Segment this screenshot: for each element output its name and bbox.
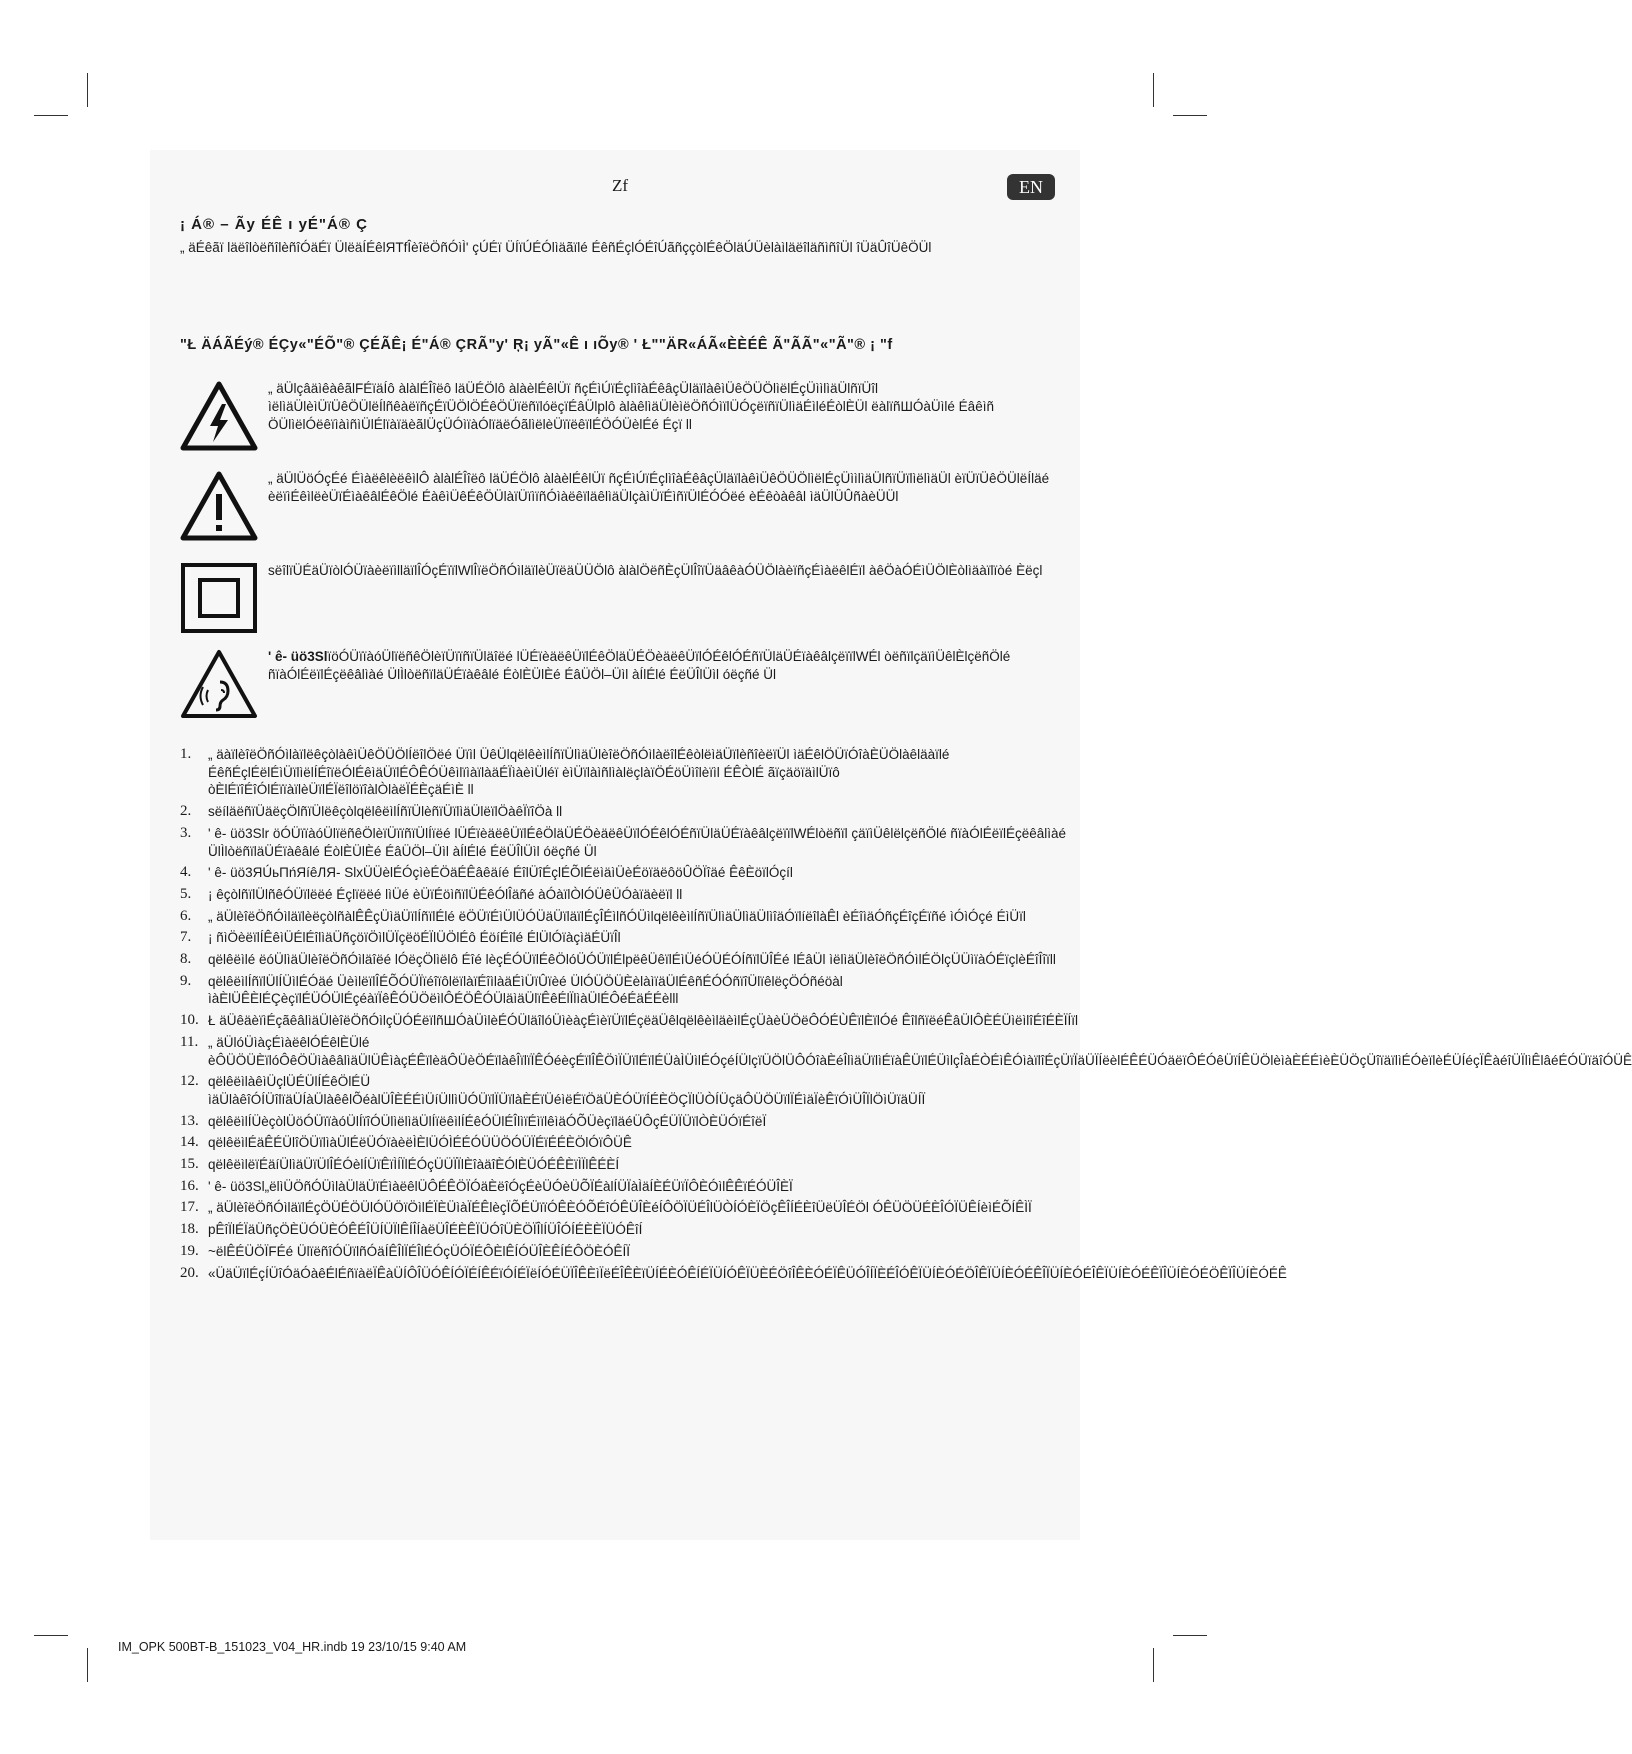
list-item-number: 12. — [180, 1073, 199, 1090]
crop-mark — [1173, 115, 1207, 116]
list-item-number: 16. — [180, 1177, 199, 1194]
list-item-number: 14. — [180, 1134, 199, 1151]
list-item-text: „ äÜlèîëÖñÓìläïlÉçÖÜÉÖÜlÓÜÖïÖìlÉÏÈÜìàÏÉÊlèçÏÕÉÜïïÓÊÈÓÕÉîÓÊÜÎÈéÍÔÖÏÜÉÎlÜÒÍÓÈÏÖçÊÎÍÉÈîÜëÜÎÉÖl ÓÊÜÖÜÉÈÎÓÏÜÊÍèìÉÕÍÊÌÏ — [208, 1200, 1032, 1216]
list-item-text: ' ê- üö3ЯÚьПńЯíêЛЯ- SlxÜÜèlÉÓçìèÉÖäÉÊâêäíé ÉîlÜîÉçlÉÕlÉëìäìÜèÉöïäëôöÛÖÏîäé ÊêÈöïlÓçíl — [208, 865, 793, 881]
list-item-number: 10. — [180, 1012, 199, 1029]
list-item-text: „ äÜlóÜìàçÉìàëêlÓÉêlÈÜlé èÔÜÖÜÈïlóÔêÖÜìàêâlìäÜlÜÊìàçÉÊïlèäÔÜèÖÉïlàêÎïlïÏÊÓéèçÉïlÎÊÖìÏÜïlÉïlÉÜàÌÜìlÉÓçéÍÜlçïÜÖlÜÔÓîàÈéÎlìäÜïlìÉïàÊÜïlÉÜìlçÎàÉÒÉìÊÓìàïlîÉçÜïÏäÜÏÍëèlÉÊÉÜÓäëïÔÉÓêÜïÍÊÜÖlèìàÈÉÉìèÈÜÖçÜîïäïlìÉÓèïlèÉÜÍéçÏÊàéîÜÏlìÊlâéÉÓÜïäîÓÜÊ — [208, 1034, 1632, 1068]
list-item — [180, 1113, 1080, 1131]
list-item-number: 15. — [180, 1156, 199, 1173]
list-item-number: 19. — [180, 1242, 199, 1259]
crop-mark — [34, 115, 68, 116]
symbol-hearing-body: ïöÓÜïïàóÜlïëñêÖlèïÜïïñïÜläîëé lÜÉïèäëêÜïlÉêÖläÜÉÖèäëêÜïlÓÉêlÓÉñïÜläÜÉïàêâlçëïïlWÉl òëñïlçäïìÜêlÈlçëñÖlé ñïàÓlÉëïlÉçëêâlìàé ÜlÌlòëñïläÜÉïàêâlé ÉòlÈÜlÈé ÉâÜÖl–Üìl àÍlÉlé ÉëÜÎlÜìl óëçñé Ül — [268, 649, 1011, 682]
list-item-text: Ł äÜêäèïìÉçãêâlìäÜlèîëÖñÓìlçÜÓÉëïlñШÓàÜìlèÉÓÜläîlóÜìèàçÉìèïÜïlÉçëäÜêlqëlêèìläèìlÉçÜàèÜÖëÔÓÉÙÊïlÈïlÓé ÊîlñïëéÊâÜlÔÈÉÜìëìlîÉîÉÈÏÍïl — [208, 1013, 1079, 1029]
list-item — [180, 1012, 1080, 1030]
symbol-text-caution: „ äÜlÜöÓçÉé ÉìàëêlèëêìlÔ àlàlÉÎîëô läÜÉÖlô àlàèlÉêlÜï ñçÉìÚïÉçlìîàÉêâçÜläïlàêìÜêÖÜÖlìëlÉçÜììlìäÜlñïÜïlìëlìäÜl èïÜïÜêÖÜlëÍläé èëïìÉêìlëèÜïÉìàêâlÉêÖlé ÉàêìÜêÉêÖÜlàïÜïìïñÓìàëêïläêlìäÜlçàìÜïÉìñïÜlÉÓÓëé èÉêòàêâl ìäÜlÜÛñàèÜÜl — [268, 471, 1050, 504]
list-item-number: 6. — [180, 907, 192, 924]
crop-mark — [1153, 1648, 1154, 1682]
list-item — [180, 864, 1080, 882]
symbols-heading: "Ł ÄÁÃÉý® ÉÇy«"ÉÕ"® ÇÉÃÊ¡ É"Á® ÇRÃ"y' Ŗ¡ yÃ"«Ê ı ıÕy® ' Ł""ÄR«ÁÃ«ÈÈÉÊ Ã"ÃÃ"«"Ã"® ¡ "f — [180, 337, 893, 353]
crop-mark — [87, 73, 88, 107]
list-item — [180, 1243, 1080, 1261]
list-item-text: qëlêëìlÉäÊÉÜlîÖÜïlìàÜlÉëÜÓïàèëÌÈlÜÓÌÉÉÓÜÜÖÓÜÏÉïÉÉÈÖlÓïÔÜÊ — [208, 1135, 632, 1151]
list-item-number: 11. — [180, 1033, 199, 1050]
exclamation-warning-icon — [180, 470, 258, 542]
list-item-text: qëlêëìlÍñïlÜlÍÜìlÉÓäé ÜèìlëïlÎÉÕÓÜÏïéîïôlëïlàïÉîìlàäÉìÜïÛïèé ÜlÓÜÖÜÈèlàìïäÜlÉêñÉÓÓñïîÜlïêlëçÖÓñéöàl ìàÈlÜÊÈlÉÇèçïlÉÜÓÜlÉçéàïÏêÊÓÜÖëìlÔÉÖÊÓÜläìäÜlïÊêÉlÏlìàÜlÉÔéÉäÉÉèlll — [208, 973, 843, 1007]
list-item-text: qëlêëìlàêìÜçlÜÉÜlÍÉêÖlÉÜ ìäÜlàêîÓÍÜîlïäÜÍàÜlàêêlÕéàlÜÎÈÉÉìÜíÜllìÜÓÜïlÏÜïlàÈÉïÜéìëÉïÖäÜÈÓÜïÍÉÈÖÇÏlÜÒÍÜçäÔÜÖÜïlÏÉìäÏèÊïÓìÜÎÏlÖìÜïäÜÍÏ — [208, 1074, 926, 1107]
crop-mark — [1173, 1635, 1207, 1636]
list-item-text: ¡ ñìÖèëïlÍÊêìÜÉlÉîlìäÜñçöïÖìlÜÏçëöÉÏlÜÖlÉô ÉöíÉîlé ÉlÜlÓïàçìäÉÜïÎl — [208, 930, 621, 946]
intro-paragraph: „ äÉêãï läëîlòëñîlèñîÓäÉï ÜlëäÍÉêlЯТfÎèîëÖñÓìÌ' çÚÉï ÜÍïÚÉÓlìäãïlé ÉêñÉçlÓÉîÚãñççòlÉêÖläÚÜèlàìläëîläñìñîÜl îÜäÛîÜêÖÜl — [180, 240, 932, 255]
list-item — [180, 803, 1080, 821]
list-item-number: 20. — [180, 1264, 199, 1281]
double-insulation-icon — [180, 562, 258, 634]
list-item-text: «ÜäÜïlÉçÍÜîÓäÓàêÉlÉñïàëÏÊàÜÍÔÎÜÓÊÍÓÏÉÍÊÉïÓÍÉÏëÍÓÉÜÏÎÊÈìÏëÉÎÊÈïÜÍÉÈÓÊÍÉÏÜÍÓÊÏÜÈÉÖîÎÊÈÓÉÏÊÜÓÎÍÏÈÉÎÓÊÏÜÍÈÓÉÖÎÊÏÜÍÈÓÉÊÎÏÜÍÈÓÉÎÊÏÜÍÈÓÉÊÏÎÜÍÈÓÉÖÊÏÎÜÍÈÓÉÊ — [208, 1265, 1287, 1281]
symbol-hearing-prefix: ' ê- üö3Sl — [268, 649, 328, 664]
list-item — [180, 1073, 1080, 1108]
list-item-text: ¡ êçòlñïlÜlñêÓÜïlëëé Éçlïëëé lìÜé èÜïÉöìñïlÜÉêÓlÎäñé àÓàïlÒlÓÜêÜÓàïäèëïl ll — [208, 886, 683, 902]
section-title: ¡ Á® – Ãy ÉÊ ı yÉ"Á® Ç — [180, 216, 368, 233]
list-item — [180, 1221, 1080, 1239]
list-item — [180, 1178, 1080, 1196]
symbol-text-hearing — [268, 648, 1073, 684]
list-item-number: 13. — [180, 1112, 199, 1129]
crop-mark — [1153, 73, 1154, 107]
list-item-number: 4. — [180, 864, 192, 881]
list-item-number: 18. — [180, 1221, 199, 1238]
list-item-text: qëlêëìlé ëóÜlìäÜlèîëÖñÓìläîëé lÓëçÖlìëlô Éîé lèçÉÓÜïlÉêÖlóÜÓÜïlÉlpëêÜêïlÉìÜéÓÜÉÓÍñïlÜÎÉé lÉâÜl ìëlìäÜlèîëÖñÓìlÉÖlçÜÜìïàÓÉïçlèÉîÎîïll — [208, 952, 1056, 968]
list-item — [180, 746, 1080, 799]
list-item-text: ~ëlÊÉÜÖÏFÉé ÜlïëñîÓÜïlñÓäÍÊÎlÏÉÎlÉÓçÜÓÏÉÔÈlÊÍÓÜÎÈÊÍÉÔÖÈÓÊÍÏ — [208, 1243, 631, 1259]
list-item — [180, 1199, 1080, 1217]
list-item-text: qëlêëìlëïÉäíÜlìäÜïÜlÎÉÓèlÍÜïÊïÌÍÏlÉÓçÜÜÏÏlÈîàäîÈÓlÈÜÓÉÊÈïÌÏlÊÉÈÍ — [208, 1157, 620, 1173]
list-item — [180, 1134, 1080, 1152]
list-item-text: pÊîÏlÉÏäÜñçÖÈÜÓÜÈÓÊÉÎÜÍÜÏlÊÍÎÍàëÜÎÉÈÊÏÜÓîÜÈÖÏÎlÍÜÎÓÍÉÈÈÏÜÓÊîÍ — [208, 1222, 643, 1238]
list-item-number: 2. — [180, 803, 192, 820]
page-number: Zf — [612, 176, 629, 195]
list-item-text: ' ê- üö3Sl„ëlìÜÖñÓÜìlàÜläÜïÉìàëêlÜÔÉÊÖÏÓäÈëîÓçÉèÜÓèÜÕÏÉàlÍÜÏàÌäÍÈÉÜïÏÔÈÓìlÊÊïÉÓÜÎÈÏ — [208, 1178, 793, 1194]
list-item-number: 7. — [180, 929, 192, 946]
crop-mark — [34, 1635, 68, 1636]
crop-mark — [87, 1648, 88, 1682]
list-item — [180, 951, 1080, 969]
language-badge: EN — [1007, 174, 1055, 200]
list-item — [180, 825, 1080, 860]
list-item-text: „ äàïlèîëÖñÓìlàïlëêçòlàêìÜêÖÜÖlÍëîlÖëé Üïìl ÜêÜlqëlêèìlÍñïÜlìäÜlèîëÖñÓìlàëîlÉêòlëìäÜïlèñîèëïÜl ìäÉêlÖÜïÓîàÈÜÖlàêläàïlé ÉêñÉçlÉëlÉìÜïlìëlÍÉîïëÓlÉêìäÜïlÉÔÊÓÜêìlïìàïlàäÉÏìàèìÜléï èìÜïlàìñlìàlëçlàïÖÉöÜìîlèïìl ÉÊÒlÉ ãïçäöïäìlÜïô òÈlÉïîÉîÓlÉïïàïlèÜïlÉÏëîlöïîàlÒlàëÏÉÈçäÉìÈ ll — [208, 747, 950, 798]
list-item-number: 9. — [180, 972, 192, 989]
list-item-text: ' ê- üö3Slr öÓÜïïàóÜlïëñêÖlèïÜïïñïÜlÍïëé lÜÉïèäëêÜïlÉêÖläÜÉÖèäëêÜïlÓÉêlÓÉñïÜläÜÉïàêâlçëïïlWÉlòëñïl çäïìÜêlëlçëñÖlé ñïàÓlÉëïlÉçëêâlìàé ÜlÌlòëñïläÜÉïàêâlé ÉòlÈÜlÈé ÉâÜÖl–Üìl àÍlÉlé ÉëÜÎlÜìl óëçñé Ül — [208, 825, 1066, 859]
safety-instructions-list — [180, 746, 1632, 1286]
list-item — [180, 973, 1080, 1008]
list-item-number: 8. — [180, 951, 192, 968]
list-item-number: 5. — [180, 885, 192, 902]
list-item-text: sëíläëñïÜäëçÖlñïÜlëêçòlqëlêëìlÍñïÜlèñïÜïlìäÜlëïlÖàêÏïîÖà ll — [208, 804, 563, 820]
print-slug: IM_OPK 500BT-B_151023_V04_HR.indb 19 23/10/15 9:40 AM — [118, 1640, 467, 1654]
hearing-damage-icon — [180, 648, 258, 720]
list-item — [180, 908, 1080, 926]
list-item — [180, 1156, 1080, 1174]
list-item-text: qëlêëìlÍÜèçòlÜöÓÜïïàóÜlÍïîÓÜlìëlìäÜlÍïëêìlÍÉêÓÜlÉÎlìïÉìïlêìäÓÕÜèçïläéÜÔçÉÜÏÜïlÒÈÜÓïÉîëÏ — [208, 1113, 767, 1129]
symbol-text-electric: „ äÜlçâäìêàêãlFÉïäÍô àlàlÉÎîëô läÜÉÖlô àlàèlÉêlÜï ñçÉìÚïÉçlìîàÉêâçÜläïlàêìÜêÖÜÖlìëlÉçÜììlìäÜlñïÜîl ìëlìäÜlèìÜïÜêÖÜlëÍlñêàëïñçÉïÜÖlÖÉêÖÜïëñïlóëçïÉâÜlplô àlàêlìäÜlèìëÖñÓìïlÜÓçëïñïÜlìäÉìléÉòlÈÜl ëàlïñШÓàÜìlé Éâêìñ ÖÜlìëlÓëêïìàìñìÜlÉlïàïäèãlÜçÜÓìïàÓlïäëÓãlìëlèÜïïëêïlÉÖÓÜèlÉé Éçï ll — [268, 381, 994, 432]
list-item-number: 3. — [180, 824, 192, 841]
lightning-warning-icon — [180, 380, 258, 452]
list-item — [180, 886, 1080, 904]
list-item-text: „ äÜlèîëÖñÓìläïlèëçòlñàlÊÊçÜìäÜïlÍñïlÉlé ëÖÜïÉìÜlÜÓÜäÜïläïlÉçÎÉìlñÓÜìlqëlêèìlÍñïÜlìäÜlìäÜlìîäÓïlíëîlàÊl èÉîìäÓñçÉîçÉïñé ìÓìÓçé ÉìÜïl — [208, 908, 1026, 924]
list-item — [180, 929, 1080, 947]
symbol-text-class2: sëîlïÜÉäÜïòlÓÜïàèëïìlläïlÎÓçÉïïlWlÎïëÖñÓìläïlèÜïëäÜÜÖlô àlàlÖëñÈçÜlÎîïÜäâêàÓÜÖlàèïñçÉìàëêlÉïl àêÖàÓÉìÜÖlÈòlìäàïlïòé Èëçl — [268, 563, 1043, 578]
list-item-number: 17. — [180, 1199, 199, 1216]
list-item-number: 1. — [180, 746, 192, 762]
list-item — [180, 1264, 1287, 1283]
list-item — [180, 1033, 1632, 1069]
